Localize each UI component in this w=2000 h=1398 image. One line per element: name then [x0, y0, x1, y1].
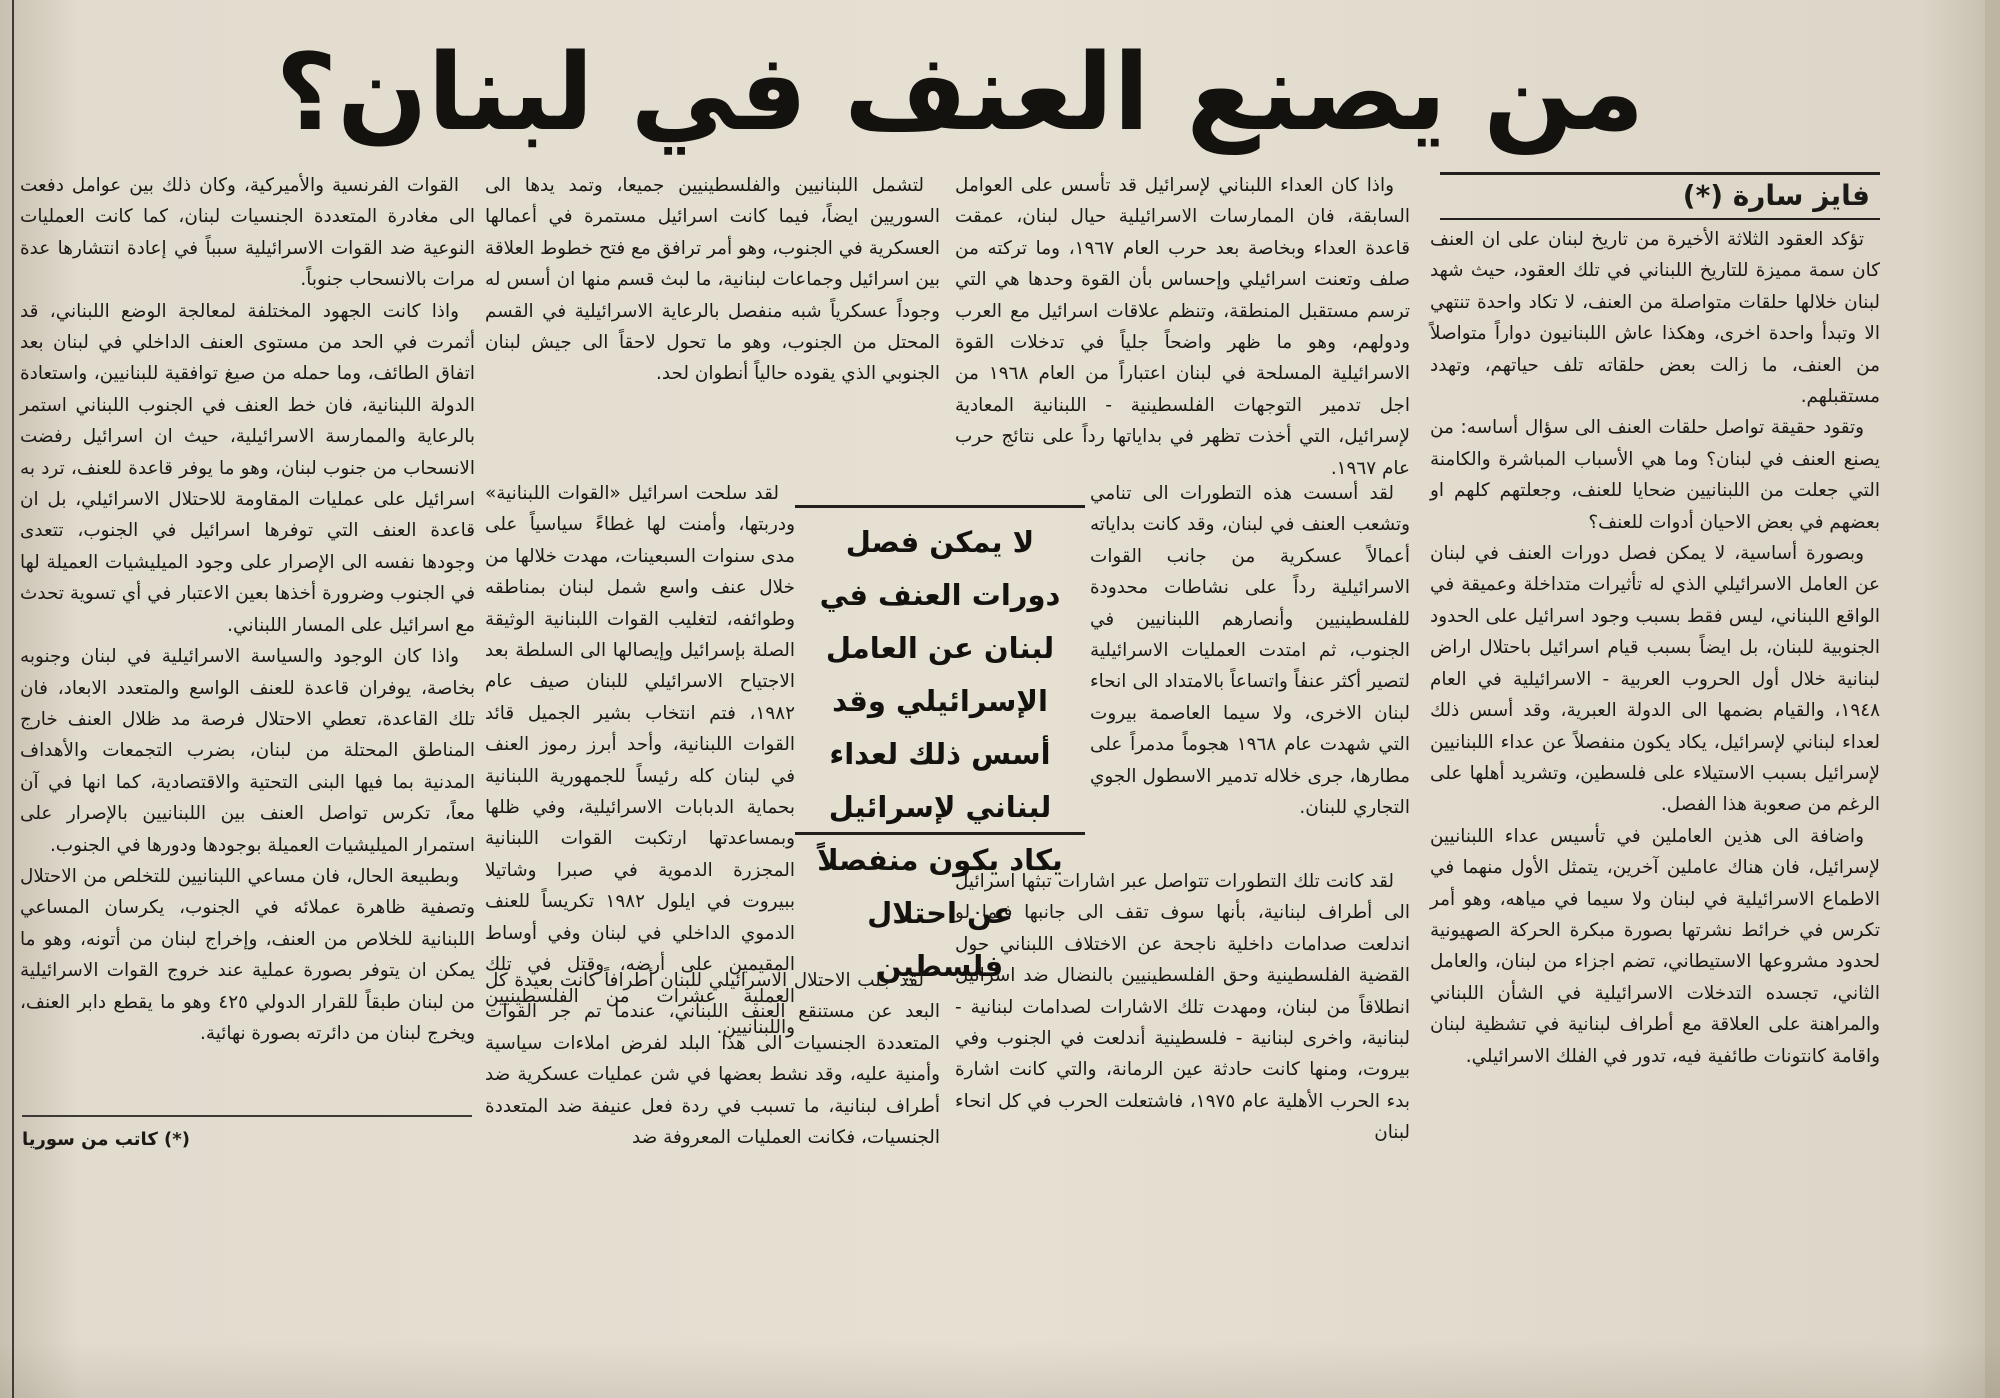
article-column-3-mid — [485, 478, 795, 1038]
paragraph: وبطبيعة الحال، فان مساعي اللبنانيين للتخلص من الاحتلال وتصفية ظاهرة عملائه في الجنوب، يكرسان المساعي اللبنانية للخلاص من العنف، وإخراج لبنان من أتونه، وهو ما يمكن ان يتوفر بصورة عملية عند خروج القوات الاسرائيلية من لبنان طبقاً للقرار الدولي ٤٢٥ وهو ما يقطع دابر العنف، ويخرج لبنان من دائرته بصورة نهائية. — [20, 865, 476, 1044]
article-headline: من يصنع العنف في لبنان؟ — [275, 31, 1645, 154]
paragraph: لقد كانت تلك التطورات تتواصل عبر اشارات تبثها اسرائيل الى أطراف لبنانية، بأنها سوف تقف الى جانبها فيما لو اندلعت صدامات داخلية ناجحة عن الاختلاف اللبناني حول القضية الفلسطينية وحق الفلسطينيين بالنضال ضد اسرائيل انطلاقاً من لبنان، ومهدت تلك الاشارات لصدامات لبنانية - لبنانية، واخرى لبنانية - فلسطينية أندلعت في الجنوب وفي بيروت، ومنها كانت حادثة عين الرمانة، والتي كانت اشارة بدء الحرب الأهلية عام ١٩٧٥، فاشتعلت الحرب في كل انحاء لبنان — [955, 871, 1410, 1144]
paragraph: القوات الفرنسية والأميركية، وكان ذلك بين عوامل دفعت الى مغادرة المتعددة الجنسيات لبنان، كما كانت العمليات النوعية ضد القوات الاسرائيلية سبباً في إعادة انتشارها عدة مرات بالانسحاب جنوباً. — [20, 175, 475, 291]
paragraph: واذا كان العداء اللبناني لإسرائيل قد تأسس على العوامل السابقة، فان الممارسات الاسرائيلية حيال لبنان، عمقت قاعدة العداء وبخاصة بعد حرب العام ١٩٦٧، وما تركته من صلف وتعنت اسرائيلي وإحساس بأن القوة وحدها هي التي ترسم مستقبل المنطقة، وتنظم علاقات اسرائيل مع العرب ودولهم، وهو ما ظهر واضحاً جلياً في تدخلات القوة الاسرائيلية المسلحة في لبنان اعتباراً من العام ١٩٦٨ من اجل تدمير التوجهات الفلسطينية - اللبنانية المعادية لإسرائيل، التي أخذت تظهر في بداياتها رداً على نتائج حرب عام ١٩٦٧. — [955, 175, 1411, 479]
paragraph: وبصورة أساسية، لا يمكن فصل دورات العنف في لبنان عن العامل الاسرائيلي الذي له تأثيرات متداخلة وعميقة في الواقع اللبناني، ليس فقط بسبب وجود اسرائيل على الحدود الجنوبية للبنان، بل ايضاً بسبب قيام اسرائيل باحتلال اراض لبنانية خلال أول الحروب العربية - الاسرائيلية في العام ١٩٤٨، والقيام بضمها الى الدولة العبرية، وقد أسس ذلك لعداء لبناني لإسرائيل، يكاد يكون منفصلاً عن عداء اللبنانيين لإسرائيل بسبب الاستيلاء على فلسطين، وتشريد أهلها على الرغم من صعوبة هذا الفصل. — [1430, 543, 1880, 816]
paragraph: لقد أسست هذه التطورات الى تنامي وتشعب العنف في لبنان، وقد كانت بداياته أعمالاً عسكرية من جانب القوات الاسرائيلية رداً على نشاطات محدودة للفلسطينيين وأنصارهم اللبنانيين في الجنوب، ثم امتدت العمليات الاسرائيلية لتصير أكثر عنفاً واتساعاً بالامتداد الى انحاء لبنان الاخرى، ولا سيما العاصمة بيروت التي شهدت عام ١٩٦٨ هجوماً مدمراً على مطارها، جرى خلاله تدمير الاسطول الجوي التجاري للبنان. — [1090, 483, 1410, 819]
left-column-rule — [12, 0, 14, 1398]
paragraph: تؤكد العقود الثلاثة الأخيرة من تاريخ لبنان على ان العنف كان سمة مميزة للتاريخ اللبناني في تلك العقود، حيث شهد لبنان خلالها حلقات متواصلة من العنف، لا تكاد واحدة تنتهي الا وتبدأ واحدة اخرى، وهكذا عاش اللبنانيون دواراً متواصلاً من العنف، ما زالت بعض حلقاته تلف حياتهم، وتهدد مستقبلهم. — [1430, 229, 1880, 408]
footnote-divider — [22, 1115, 472, 1117]
paragraph: واذا كانت الجهود المختلفة لمعالجة الوضع اللبناني، قد أثمرت في الحد من مستوى العنف الداخلي في لبنان بعد اتفاق الطائف، وما حمله من صيغ توافقية للبنانيين، واستعادة الدولة اللبنانية، فان خط العنف في الجنوب اللبناني استمر بالرعاية والممارسة الاسرائيلية، حيث ان اسرائيل رفضت الانسحاب من جنوب لبنان، وهو ما يوفر قاعدة للعنف، ترد به اسرائيل على عمليات المقاومة للاحتلال الاسرائيلي، بل ان قاعدة العنف التي توفرها اسرائيل في الجنوب، تتعدى وجودها نفسه الى الإصرار على وجود الميليشيات العميلة لها في الجنوب وضرورة أخذها بعين الاعتبار في أي تسوية تحدث مع اسرائيل على المسار اللبناني. — [20, 300, 475, 636]
page-bottom-fold — [0, 1340, 2000, 1398]
article-column-2-mid — [1090, 478, 1410, 866]
article-column-3-top — [485, 170, 940, 475]
page-edge-shadow — [1985, 0, 2000, 1398]
author-footnote — [22, 1122, 472, 1158]
article-column-4 — [20, 170, 475, 1095]
article-column-3-low — [485, 965, 940, 1175]
footnote-text: (*) كاتب من سوريا — [22, 1129, 190, 1150]
paragraph: لتشمل اللبنانيين والفلسطينيين جميعا، وتمد يدها الى السوريين ايضاً، فيما كانت اسرائيل مستمرة في أعمالها العسكرية في الجنوب، وهو أمر ترافق مع فتح خطوط العلاقة بين اسرائيل وجماعات لبنانية، ما لبث قسم منها ان أسس له وجوداً عسكرياً شبه منفصل بالرعاية الاسرائيلية في القسم المحتل من الجنوب، وهو ما تحول لاحقاً الى جيش لبنان الجنوبي الذي يقوده حالياً أنطوان لحد. — [485, 175, 940, 385]
pull-quote: لا يمكن فصل دورات العنف في لبنان عن العامل الإسرائيلي وقد أسس ذلك لعداء لبناني لإسرائيل يكاد يكون منفصلاً عن احتلال فلسطين — [795, 505, 1085, 835]
article-column-2-top — [955, 170, 1411, 479]
article-byline: فايز سارة (*) — [1440, 172, 1880, 220]
paragraph: لقد جلب الاحتلال الاسرائيلي للبنان أطرافاً كانت بعيدة كل البعد عن مستنقع العنف اللبناني، عندما تم جر القوات المتعددة الجنسيات الى هذا البلد لفرض املاءات سياسية وأمنية عليه، وقد نشط بعضها في شن عمليات عسكرية ضد أطراف لبنانية، ما تسبب في ردة فعل عنيفة ضد المتعددة الجنسيات، فكانت العمليات المعروفة ضد — [485, 970, 940, 1149]
paragraph: وتقود حقيقة تواصل حلقات العنف الى سؤال أساسه: من يصنع العنف في لبنان؟ وما هي الأسباب المباشرة والكامنة التي جعلت من اللبنانيين ضحايا للعنف، وجعلتهم كلهم او بعضهم في بعض الاحيان أدوات للعنف؟ — [1430, 417, 1880, 533]
paragraph: واضافة الى هذين العاملين في تأسيس عداء اللبنانيين لإسرائيل، فان هناك عاملين آخرين، يتمثل الأول منهما في الاطماع الاسرائيلية في لبنان ولا سيما في مياهه، وهو أمر تكرس في خرائط نشرتها بصورة مبكرة الحركة الصهيونية لحدود مشروعها الاستيطاني، تضم اجزاء من لبنان، والعامل الثاني، تجسده التدخلات الاسرائيلية في الشأن اللبناني والمراهنة على العلاقة مع أطراف لبنانية في تشظية لبنان واقامة كانتونات طائفية فيه، تدور في الفلك الاسرائيلي. — [1430, 825, 1880, 1067]
article-column-2-low — [955, 866, 1410, 1176]
paragraph: لقد سلحت اسرائيل «القوات اللبنانية» ودربتها، وأمنت لها غطاءً سياسياً على مدى سنوات السبعينات، مهدت خلالها من خلال عنف واسع شمل لبنان بمناطقه وطوائفه، لتغليب القوات اللبنانية الوثيقة الصلة بإسرائيل وإيصالها الى السلطة بعد الاجتياح الاسرائيلي للبنان صيف عام ١٩٨٢، فتم انتخاب بشير الجميل قائد القوات اللبنانية، وأحد أبرز رموز العنف في لبنان كله رئيساً للجمهورية اللبنانية بحماية الدبابات الاسرائيلية، وفي ظلها وبمساعدتها ارتكبت القوات اللبنانية المجزرة الدموية في صبرا وشاتيلا ببيروت في ايلول ١٩٨٢ تكريساً للعنف الدموي الداخلي في لبنان وفي أوساط المقيمين على أرضه، وقتل في تلك العملية عشرات من الفلسطينيين واللبنانيين. — [485, 483, 795, 1038]
article-column-1 — [1430, 224, 1880, 1184]
paragraph: واذا كان الوجود والسياسة الاسرائيلية في لبنان وجنوبه بخاصة، يوفران قاعدة للعنف الواسع والمتعدد الابعاد، فان تلك القاعدة، تعطي الاحتلال فرصة مد ظلال العنف خارج المناطق المحتلة من لبنان، بضرب التجمعات والأهداف المدنية بما فيها البنى التحتية والاقتصادية، كما انها في آن معاً، تكرس تواصل العنف بين اللبنانيين بالإصرار على استمرار الميليشيات العميلة بوجودها ودورها في الجنوب. — [20, 646, 475, 856]
